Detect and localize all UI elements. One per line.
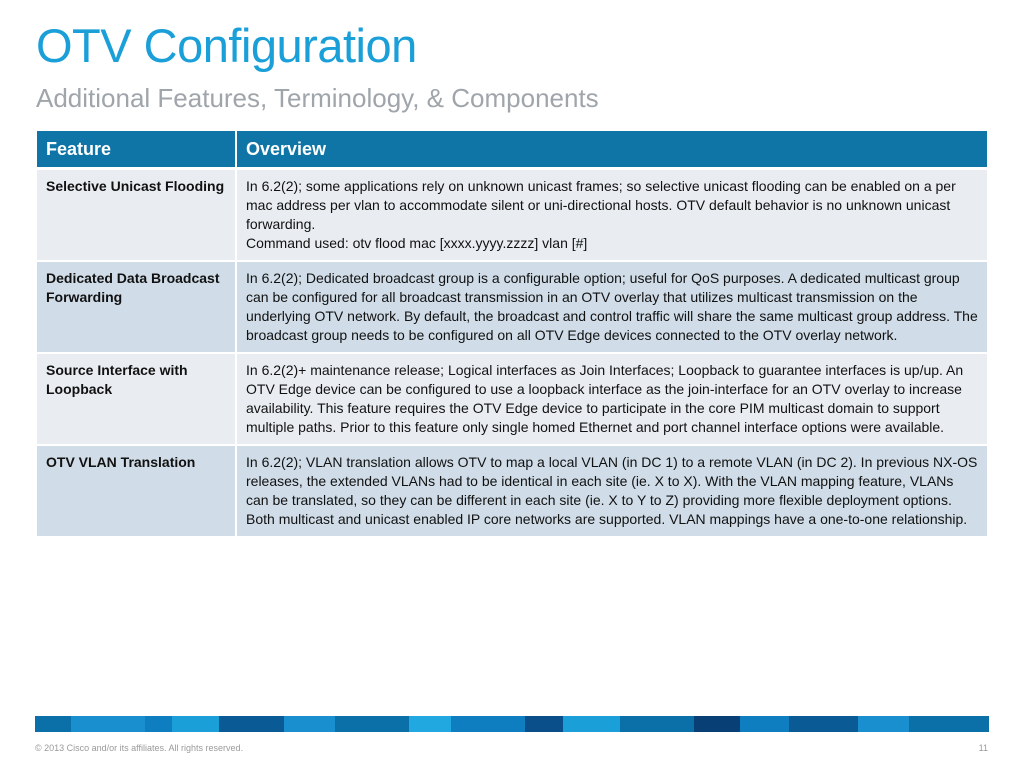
slide-subtitle: Additional Features, Terminology, & Components	[36, 83, 599, 113]
slide-title: OTV Configuration	[36, 19, 417, 72]
footer-bar-segment	[620, 716, 694, 732]
footer-bar-segment	[563, 716, 620, 732]
overview-command: Command used: otv flood mac [xxxx.yyyy.zzzz] vlan [#]	[246, 235, 588, 251]
table-row	[37, 169, 987, 262]
footer-color-bar	[35, 716, 989, 732]
overview-text: In 6.2(2); Dedicated broadcast group is a configurable option; useful for QoS purposes. A dedicated multicast group can be configured for all broadcast transmission in an OTV overlay that utilizes multicast transmission on the underlying OTV network. By default, the broadcast and control traffic will share the same multicast group address. The broadcast group needs to be configured on all OTV Edge devices connected to the OTV overlay network.	[246, 270, 978, 343]
footer-bar-segment	[789, 716, 859, 732]
table-row	[37, 261, 987, 353]
footer-bar-segment	[71, 716, 145, 732]
footer-bar-segment	[409, 716, 451, 732]
overview-text: In 6.2(2)+ maintenance release; Logical interfaces as Join Interfaces; Loopback to guarantee interfaces is up/up. An OTV Edge device can be configured to use a loopback interface as the join-interface for an OTV overlay to increase availability. This feature requires the OTV Edge device to participate in the core PIM multicast domain to support multiple paths. Prior to this feature only single homed Ethernet and port channel interface options were available.	[246, 362, 964, 435]
footer-bar-segment	[525, 716, 563, 732]
header-overview: Overview	[236, 131, 987, 169]
footer-bar-segment	[35, 716, 71, 732]
feature-overview	[236, 445, 987, 537]
feature-overview	[236, 169, 987, 262]
feature-overview	[236, 261, 987, 353]
overview-text: In 6.2(2); some applications rely on unknown unicast frames; so selective unicast flooding can be enabled on a per mac address per vlan to accommodate silent or uni-directional hosts. OTV default behavior is no unknown unicast forwarding.	[246, 178, 956, 232]
footer-bar-segment	[219, 716, 284, 732]
feature-name: OTV VLAN Translation	[37, 445, 236, 537]
table-row	[37, 445, 987, 537]
feature-name: Source Interface with Loopback	[37, 353, 236, 445]
header-feature: Feature	[37, 131, 236, 169]
footer-bar-segment	[335, 716, 409, 732]
footer-bar-segment	[740, 716, 789, 732]
features-table	[37, 131, 987, 538]
footer-bar-segment	[694, 716, 740, 732]
footer-bar-segment	[284, 716, 335, 732]
table-row	[37, 353, 987, 445]
footer-bar-segment	[145, 716, 172, 732]
overview-text: In 6.2(2); VLAN translation allows OTV to map a local VLAN (in DC 1) to a remote VLAN (in DC 2). In previous NX-OS releases, the extended VLANs had to be identical in each site (ie. X to X). With the VLAN mapping feature, VLANs can be translated, so they can be different in each site (ie. X to Y to Z) providing more flexible deployment options. Both multicast and unicast enabled IP core networks are supported. VLAN mappings have a one-to-one relationship.	[246, 454, 978, 527]
footer-bar-segment	[451, 716, 525, 732]
table-header-row	[37, 131, 987, 169]
footer-bar-segment	[858, 716, 909, 732]
copyright-text: © 2013 Cisco and/or its affiliates. All rights reserved.	[35, 743, 244, 753]
feature-overview	[236, 353, 987, 445]
page-number: 11	[978, 743, 988, 753]
feature-name: Selective Unicast Flooding	[37, 169, 236, 262]
footer-bar-segment	[172, 716, 218, 732]
feature-name: Dedicated Data Broadcast Forwarding	[37, 261, 236, 353]
footer-bar-segment	[909, 716, 989, 732]
